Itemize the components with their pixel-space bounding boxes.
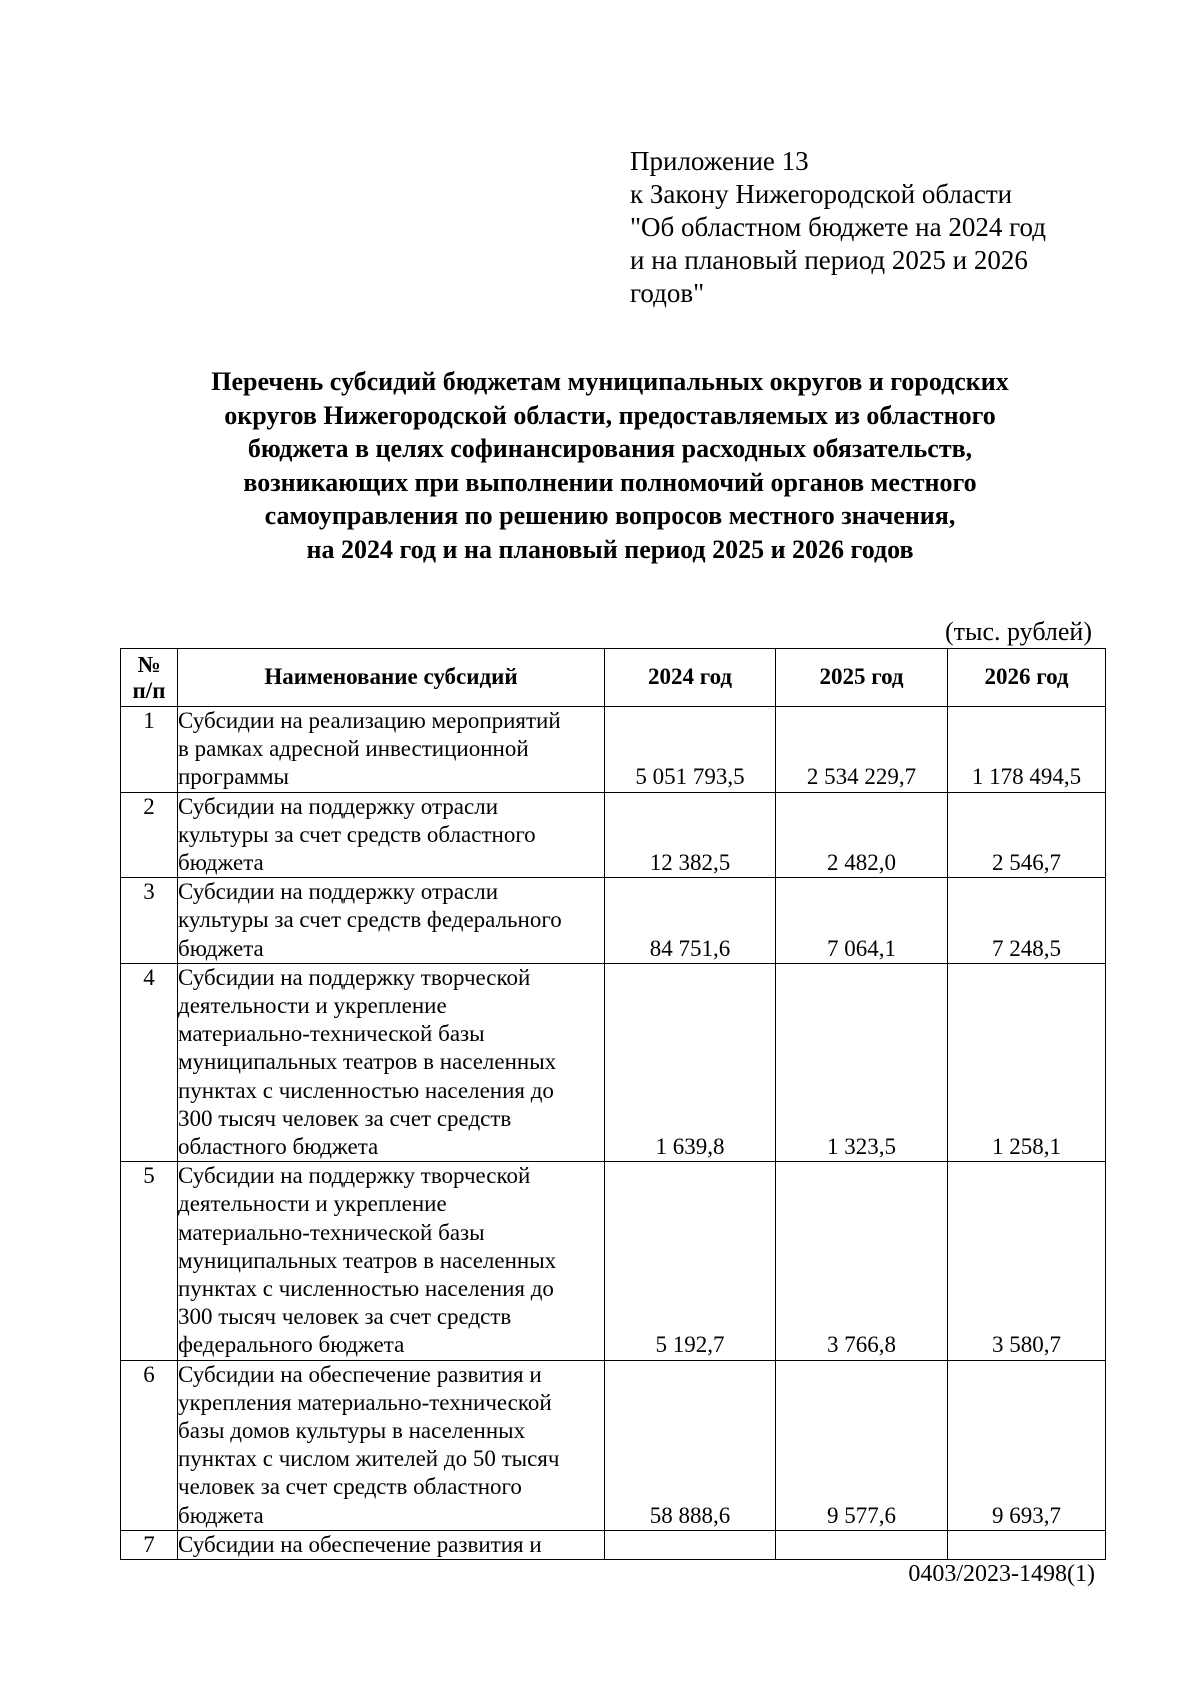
- subsidy-name-line: базы домов культуры в населенных: [178, 1418, 526, 1444]
- row-number: 5: [121, 1162, 178, 1360]
- table-row: [121, 1360, 1106, 1530]
- amount-2024: [605, 1530, 776, 1559]
- table-body: [121, 707, 1106, 1560]
- appendix-line: "Об областном бюджете на 2024 год: [630, 212, 1046, 242]
- title-line: Перечень субсидий бюджетам муниципальных округов и городских: [211, 367, 1009, 396]
- amount-2025: 3 766,8: [776, 1162, 948, 1360]
- subsidy-name-line: укрепления материально-технической: [178, 1389, 552, 1415]
- amount-2026: [948, 1530, 1106, 1559]
- appendix-line: Приложение 13: [630, 146, 809, 176]
- subsidy-name-line: деятельности и укрепление: [178, 1191, 447, 1217]
- header-2024: 2024 год: [605, 649, 776, 707]
- subsidy-name-line: в рамках адресной инвестиционной: [178, 736, 529, 762]
- header-number-line2: п/п: [132, 677, 166, 703]
- table-row: [121, 963, 1106, 1161]
- unit-label: (тыс. рублей): [944, 617, 1092, 646]
- subsidy-name: [178, 707, 605, 793]
- header-number-line1: №: [137, 651, 161, 677]
- subsidy-name: [178, 1530, 605, 1559]
- subsidy-name: [178, 878, 605, 964]
- header-name: Наименование субсидий: [178, 649, 605, 707]
- appendix-line: к Закону Нижегородской области: [630, 179, 1013, 209]
- amount-2026: 2 546,7: [948, 792, 1106, 878]
- header-number: [121, 649, 178, 707]
- row-number: 7: [121, 1530, 178, 1559]
- row-number: 3: [121, 878, 178, 964]
- row-number: 1: [121, 707, 178, 793]
- amount-2024: 84 751,6: [605, 878, 776, 964]
- subsidy-name-line: 300 тысяч человек за счет средств: [178, 1105, 512, 1131]
- subsidies-table: [120, 648, 1106, 1560]
- amount-2024: 5 051 793,5: [605, 707, 776, 793]
- header-2025: 2025 год: [776, 649, 948, 707]
- table-row: [121, 1162, 1106, 1360]
- subsidy-name-line: Субсидии на обеспечение развития и: [178, 1361, 542, 1387]
- subsidy-name-line: материально-технической базы: [178, 1021, 485, 1047]
- subsidy-name-line: материально-технической базы: [178, 1219, 485, 1245]
- appendix-line: и на плановый период 2025 и 2026: [630, 245, 1028, 275]
- subsidy-name-line: Субсидии на поддержку отрасли: [178, 879, 499, 905]
- title-line: округов Нижегородской области, предоставляемых из областного: [224, 400, 996, 430]
- document-title: [120, 365, 1100, 566]
- table-row: [121, 792, 1106, 878]
- subsidy-name-line: муниципальных театров в населенных: [178, 1049, 557, 1075]
- amount-2026: 1 258,1: [948, 963, 1106, 1161]
- subsidy-name-line: культуры за счет средств федерального: [178, 907, 562, 933]
- amount-2024: 1 639,8: [605, 963, 776, 1161]
- subsidy-name-line: программы: [178, 764, 290, 790]
- amount-2026: 7 248,5: [948, 878, 1106, 964]
- subsidy-name-line: пунктах с численностью населения до: [178, 1077, 554, 1103]
- title-line: на 2024 год и на плановый период 2025 и 2026 годов: [306, 534, 914, 564]
- document-code: 0403/2023-1498(1): [908, 1561, 1095, 1587]
- table-row: [121, 1530, 1106, 1559]
- subsidy-name-line: культуры за счет средств областного: [178, 821, 536, 847]
- amount-2024: 5 192,7: [605, 1162, 776, 1360]
- subsidy-name: [178, 963, 605, 1161]
- subsidy-name-line: пунктах с числом жителей до 50 тысяч: [178, 1446, 560, 1472]
- amount-2025: 2 534 229,7: [776, 707, 948, 793]
- appendix-reference: [630, 145, 1100, 310]
- amount-2024: 12 382,5: [605, 792, 776, 878]
- amount-2025: [776, 1530, 948, 1559]
- amount-2025: 9 577,6: [776, 1360, 948, 1530]
- subsidy-name: [178, 1162, 605, 1360]
- subsidy-name-line: муниципальных театров в населенных: [178, 1247, 557, 1273]
- amount-2026: 9 693,7: [948, 1360, 1106, 1530]
- subsidy-name-line: деятельности и укрепление: [178, 993, 447, 1019]
- row-number: 4: [121, 963, 178, 1161]
- subsidy-name-line: федерального бюджета: [178, 1332, 405, 1358]
- table-row: [121, 878, 1106, 964]
- subsidy-name-line: областного бюджета: [178, 1134, 379, 1160]
- amount-2026: 1 178 494,5: [948, 707, 1106, 793]
- subsidy-name-line: Субсидии на обеспечение развития и: [178, 1531, 542, 1557]
- subsidy-name-line: бюджета: [178, 1502, 264, 1528]
- title-line: самоуправления по решению вопросов местного значения,: [264, 501, 956, 530]
- table-row: [121, 707, 1106, 793]
- subsidy-name-line: Субсидии на поддержку творческой: [178, 964, 531, 990]
- title-line: возникающих при выполнении полномочий органов местного: [243, 467, 977, 497]
- amount-2024: 58 888,6: [605, 1360, 776, 1530]
- row-number: 2: [121, 792, 178, 878]
- amount-2025: 1 323,5: [776, 963, 948, 1161]
- header-2026: 2026 год: [948, 649, 1106, 707]
- amount-2025: 7 064,1: [776, 878, 948, 964]
- table-header-row: [121, 649, 1106, 707]
- subsidy-name-line: бюджета: [178, 850, 264, 876]
- subsidy-name: [178, 792, 605, 878]
- amount-2026: 3 580,7: [948, 1162, 1106, 1360]
- subsidy-name-line: человек за счет средств областного: [178, 1474, 522, 1500]
- subsidy-name-line: пунктах с численностью населения до: [178, 1276, 554, 1302]
- subsidy-name-line: бюджета: [178, 935, 264, 961]
- subsidy-name-line: Субсидии на поддержку творческой: [178, 1163, 531, 1189]
- title-line: бюджета в целях софинансирования расходных обязательств,: [247, 434, 973, 463]
- subsidy-name: [178, 1360, 605, 1530]
- amount-2025: 2 482,0: [776, 792, 948, 878]
- row-number: 6: [121, 1360, 178, 1530]
- subsidy-name-line: 300 тысяч человек за счет средств: [178, 1304, 512, 1330]
- subsidy-name-line: Субсидии на поддержку отрасли: [178, 793, 499, 819]
- subsidy-name-line: Субсидии на реализацию мероприятий: [178, 708, 561, 733]
- appendix-line: годов": [630, 278, 705, 308]
